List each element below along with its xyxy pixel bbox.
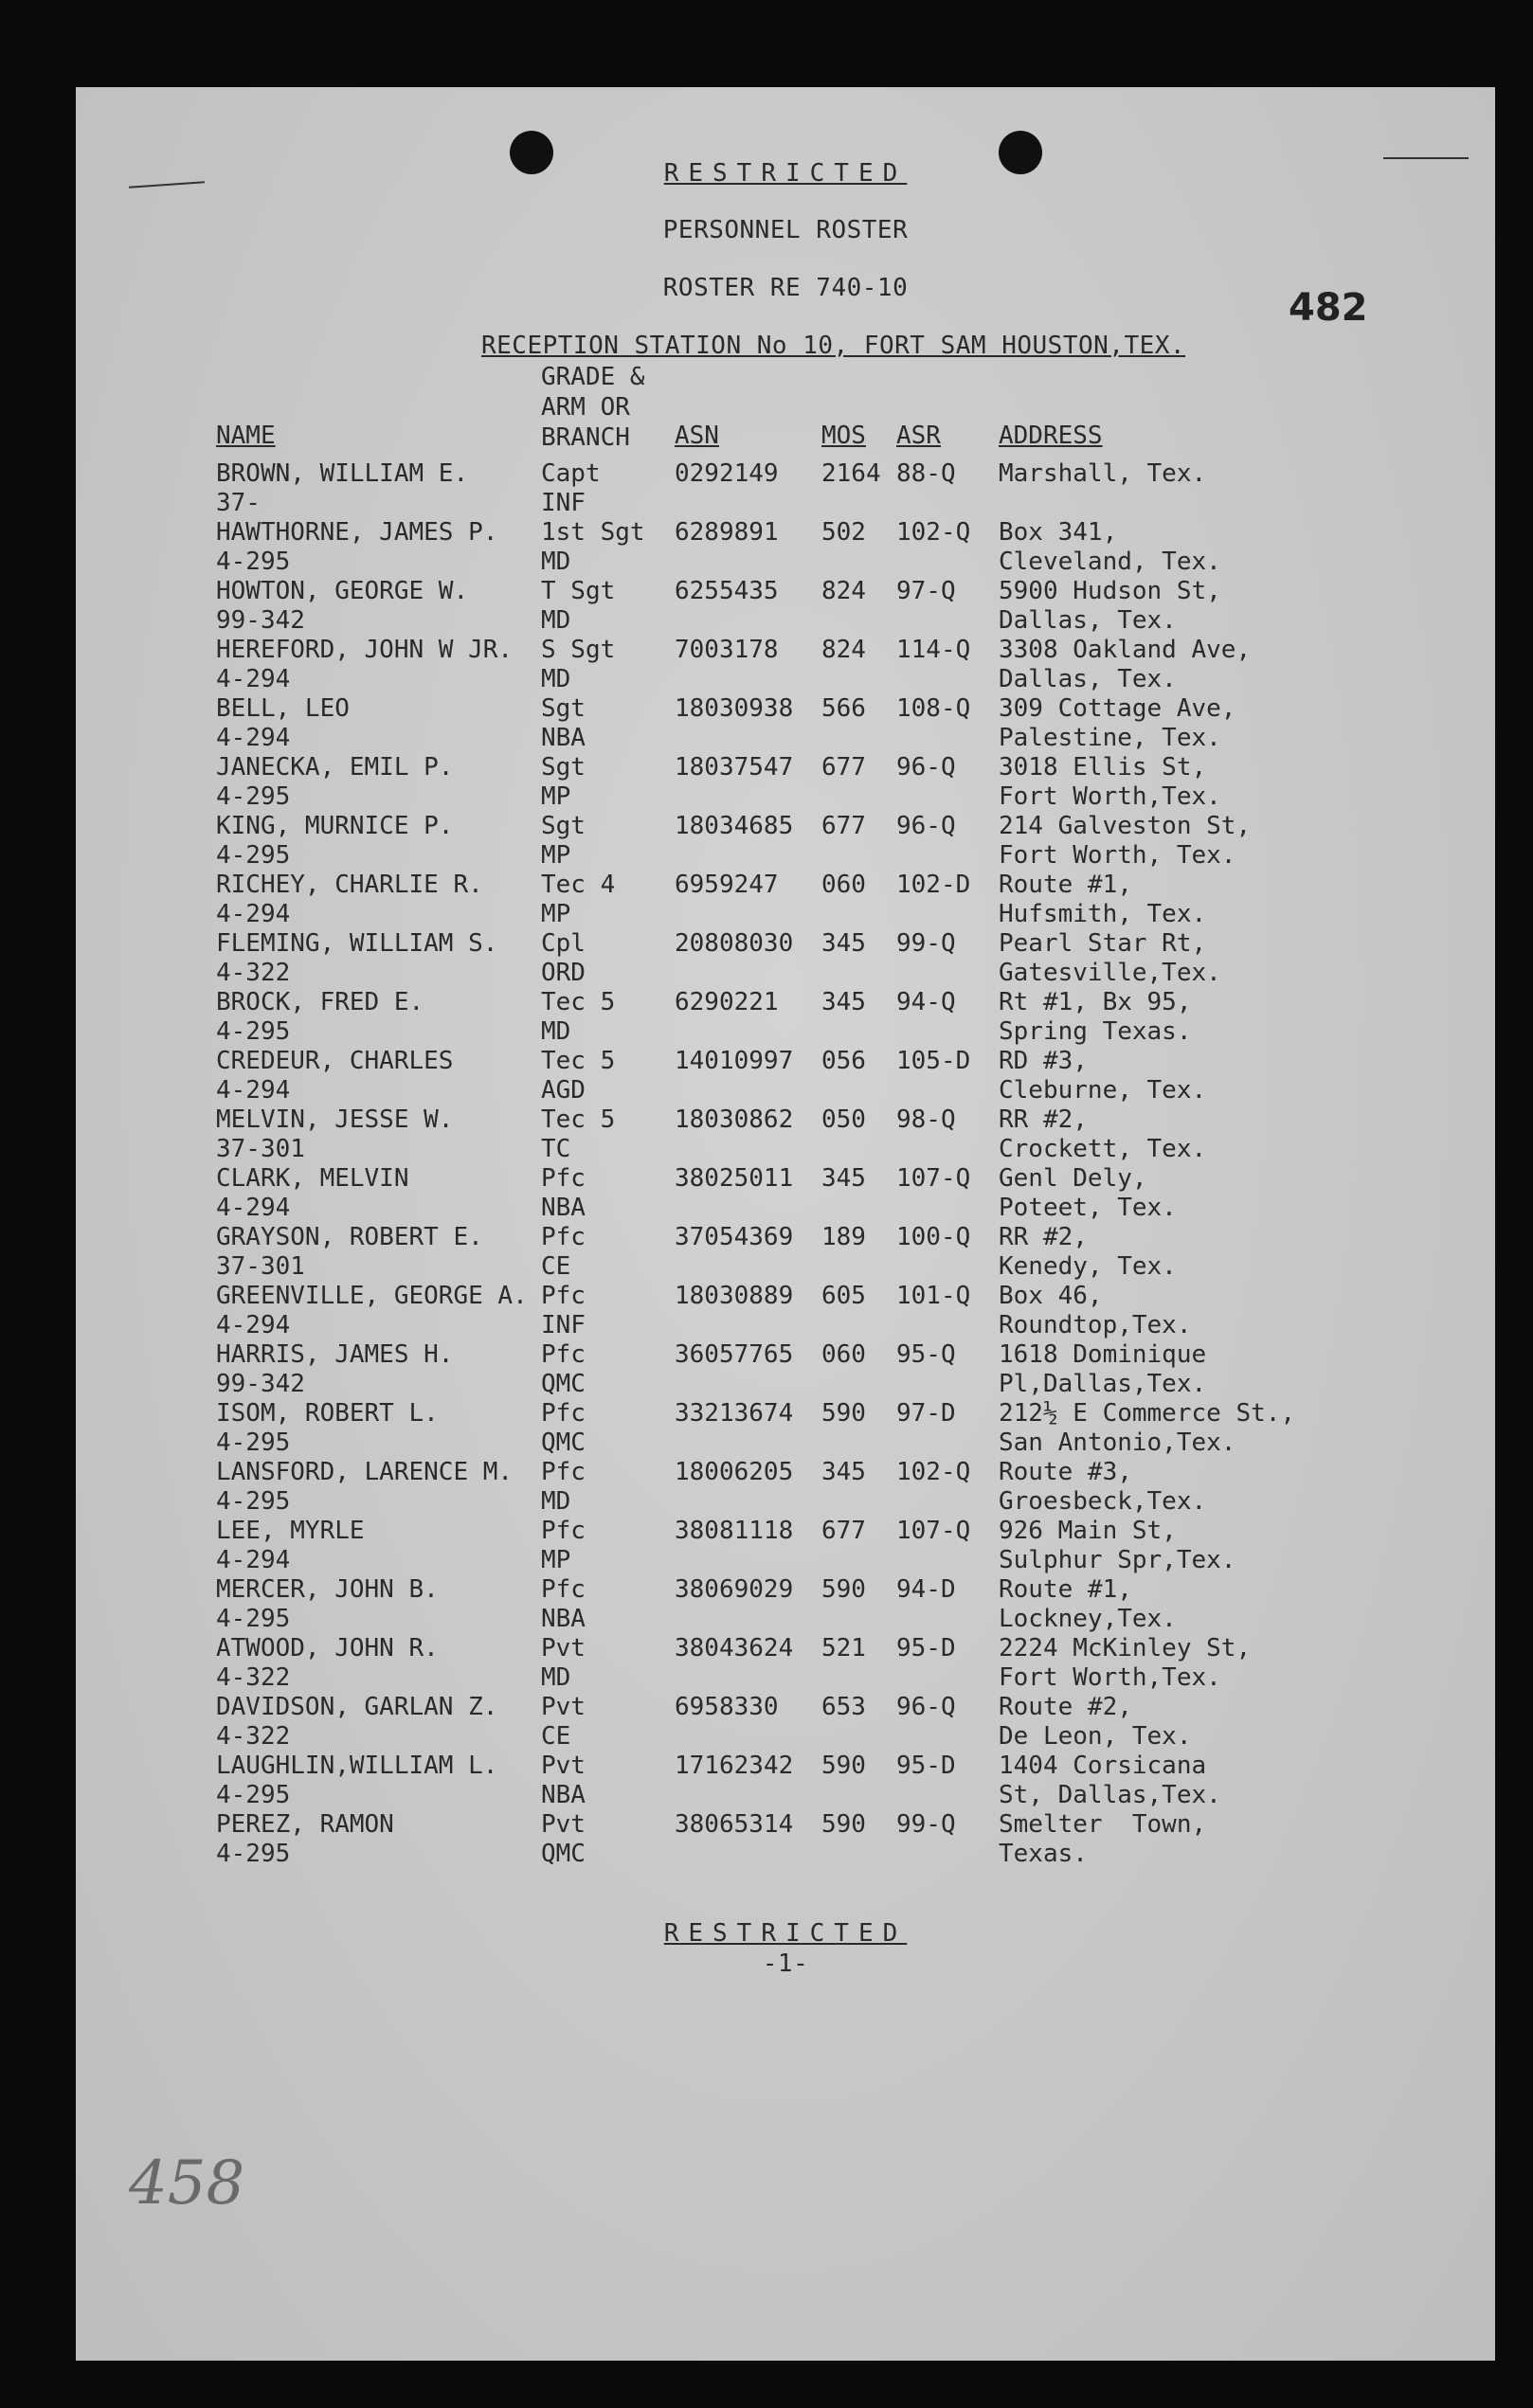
grade: Tec 5 <box>541 1105 616 1134</box>
address-line-2: Groesbeck,Tex. <box>999 1487 1207 1516</box>
asn: 6255435 <box>675 577 779 605</box>
grade: Sgt <box>541 694 586 723</box>
asn: 6289891 <box>675 518 779 547</box>
address-line-2: Palestine, Tex. <box>999 724 1221 752</box>
address-line-1: 926 Main St, <box>999 1517 1177 1545</box>
branch: QMC <box>541 1840 586 1868</box>
address-line-2: Cleburne, Tex. <box>999 1076 1207 1105</box>
asr: 97-Q <box>896 577 956 605</box>
grade: Pfc <box>541 1399 586 1428</box>
asr: 94-D <box>896 1575 956 1604</box>
asn: 18037547 <box>675 753 794 782</box>
address-line-1: Box 341, <box>999 518 1118 547</box>
table-row <box>76 1047 1495 1105</box>
grade: Sgt <box>541 753 586 782</box>
asn: 38043624 <box>675 1634 794 1662</box>
column-header-name: NAME <box>216 422 276 450</box>
asr: 95-D <box>896 1752 956 1780</box>
table-row <box>76 1105 1495 1164</box>
asr: 100-Q <box>896 1223 971 1251</box>
mos: 677 <box>821 1517 866 1545</box>
address-line-2: St, Dallas,Tex. <box>999 1781 1221 1809</box>
asn: 6290221 <box>675 988 779 1016</box>
unit-code: 37-301 <box>216 1135 305 1163</box>
asn: 7003178 <box>675 636 779 664</box>
table-row <box>76 1517 1495 1575</box>
asr: 99-Q <box>896 1810 956 1839</box>
person-name: ISOM, ROBERT L. <box>216 1399 439 1428</box>
table-row <box>76 988 1495 1047</box>
branch: MP <box>541 782 571 811</box>
asn: 0292149 <box>675 459 779 488</box>
unit-code: 4-294 <box>216 900 291 928</box>
address-line-1: Genl Dely, <box>999 1164 1147 1193</box>
person-name: BROCK, FRED E. <box>216 988 424 1016</box>
mos: 521 <box>821 1634 866 1662</box>
unit-code: 4-295 <box>216 1017 291 1046</box>
address-line-1: 2224 McKinley St, <box>999 1634 1252 1662</box>
grade: Cpl <box>541 929 586 958</box>
grade: Pfc <box>541 1517 586 1545</box>
person-name: GRAYSON, ROBERT E. <box>216 1223 483 1251</box>
asr: 107-Q <box>896 1517 971 1545</box>
mos: 189 <box>821 1223 866 1251</box>
grade: Tec 4 <box>541 871 616 899</box>
address-line-1: 1404 Corsicana <box>999 1752 1207 1780</box>
column-header-grade: GRADE & ARM OR BRANCH <box>541 363 645 452</box>
address-line-1: Marshall, Tex. <box>999 459 1207 488</box>
address-line-1: 214 Galveston St, <box>999 812 1252 840</box>
grade: Pfc <box>541 1458 586 1486</box>
pencil-margin-note: 458 <box>129 2148 245 2219</box>
person-name: HAWTHORNE, JAMES P. <box>216 518 498 547</box>
mos: 653 <box>821 1693 866 1721</box>
table-row <box>76 1223 1495 1282</box>
branch: MD <box>541 1487 571 1516</box>
person-name: BROWN, WILLIAM E. <box>216 459 469 488</box>
grade: Pvt <box>541 1810 586 1839</box>
person-name: FLEMING, WILLIAM S. <box>216 929 498 958</box>
address-line-2: Fort Worth,Tex. <box>999 1663 1221 1692</box>
mos: 590 <box>821 1399 866 1428</box>
unit-code: 4-322 <box>216 959 291 987</box>
grade: T Sgt <box>541 577 616 605</box>
person-name: KING, MURNICE P. <box>216 812 454 840</box>
branch: NBA <box>541 1194 586 1222</box>
grade: Tec 5 <box>541 988 616 1016</box>
mos: 060 <box>821 1340 866 1369</box>
mos: 677 <box>821 753 866 782</box>
branch: MP <box>541 841 571 870</box>
address-line-1: RR #2, <box>999 1105 1088 1134</box>
address-line-2: Kenedy, Tex. <box>999 1252 1177 1281</box>
table-row <box>76 1340 1495 1399</box>
unit-code: 4-295 <box>216 1487 291 1516</box>
mos: 605 <box>821 1282 866 1310</box>
asn: 6959247 <box>675 871 779 899</box>
unit-code: 4-294 <box>216 724 291 752</box>
unit-code: 4-295 <box>216 1429 291 1457</box>
unit-code: 4-295 <box>216 1605 291 1633</box>
person-name: HARRIS, JAMES H. <box>216 1340 454 1369</box>
branch: MP <box>541 1546 571 1574</box>
address-line-2: Sulphur Spr,Tex. <box>999 1546 1236 1574</box>
restricted-header: RESTRICTED <box>663 159 908 188</box>
person-name: CLARK, MELVIN <box>216 1164 409 1193</box>
asn: 18034685 <box>675 812 794 840</box>
asn: 14010997 <box>675 1047 794 1075</box>
asn: 38069029 <box>675 1575 794 1604</box>
asn: 38025011 <box>675 1164 794 1193</box>
restricted-footer: RESTRICTED <box>663 1919 908 1948</box>
branch: TC <box>541 1135 571 1163</box>
person-name: JANECKA, EMIL P. <box>216 753 454 782</box>
grade: S Sgt <box>541 636 616 664</box>
address-line-2: Pl,Dallas,Tex. <box>999 1370 1207 1398</box>
address-line-1: 3308 Oakland Ave, <box>999 636 1252 664</box>
address-line-1: Rt #1, Bx 95, <box>999 988 1192 1016</box>
asn: 37054369 <box>675 1223 794 1251</box>
address-line-2: San Antonio,Tex. <box>999 1429 1236 1457</box>
unit-code: 4-294 <box>216 665 291 693</box>
mos: 590 <box>821 1575 866 1604</box>
unit-code: 4-322 <box>216 1663 291 1692</box>
mos: 345 <box>821 929 866 958</box>
asr: 95-D <box>896 1634 956 1662</box>
branch: MD <box>541 548 571 576</box>
roster-title: PERSONNEL ROSTER <box>662 216 909 244</box>
station-heading: RECEPTION STATION No 10, FORT SAM HOUSTON,TEX. <box>481 332 1186 360</box>
mos: 050 <box>821 1105 866 1134</box>
table-row <box>76 929 1495 988</box>
asr: 96-Q <box>896 1693 956 1721</box>
address-line-2: Poteet, Tex. <box>999 1194 1177 1222</box>
branch: MD <box>541 665 571 693</box>
person-name: RICHEY, CHARLIE R. <box>216 871 483 899</box>
asr: 102-Q <box>896 518 971 547</box>
table-row <box>76 1634 1495 1693</box>
grade: Pfc <box>541 1282 586 1310</box>
person-name: HEREFORD, JOHN W JR. <box>216 636 514 664</box>
grade: Pvt <box>541 1752 586 1780</box>
mos: 2164 <box>821 459 881 488</box>
asr: 96-Q <box>896 812 956 840</box>
table-row <box>76 1282 1495 1340</box>
unit-code: 99-342 <box>216 606 305 635</box>
asr: 105-D <box>896 1047 971 1075</box>
mos: 824 <box>821 636 866 664</box>
asn: 36057765 <box>675 1340 794 1369</box>
grade: Sgt <box>541 812 586 840</box>
address-line-2: Fort Worth, Tex. <box>999 841 1236 870</box>
unit-code: 4-294 <box>216 1194 291 1222</box>
grade: 1st Sgt <box>541 518 645 547</box>
branch: INF <box>541 1311 586 1339</box>
person-name: MERCER, JOHN B. <box>216 1575 439 1604</box>
asr: 97-D <box>896 1399 956 1428</box>
person-name: LAUGHLIN,WILLIAM L. <box>216 1752 498 1780</box>
unit-code: 4-295 <box>216 548 291 576</box>
column-header-address: ADDRESS <box>999 422 1103 450</box>
address-line-1: Route #1, <box>999 871 1132 899</box>
address-line-1: 5900 Hudson St, <box>999 577 1221 605</box>
table-row <box>76 459 1495 518</box>
branch: INF <box>541 489 586 517</box>
address-line-1: Smelter Town, <box>999 1810 1207 1839</box>
branch: QMC <box>541 1370 586 1398</box>
address-line-2: Lockney,Tex. <box>999 1605 1177 1633</box>
asr: 98-Q <box>896 1105 956 1134</box>
table-row <box>76 1752 1495 1810</box>
asr: 96-Q <box>896 753 956 782</box>
mos: 590 <box>821 1810 866 1839</box>
address-line-1: 3018 Ellis St, <box>999 753 1207 782</box>
asr: 102-Q <box>896 1458 971 1486</box>
table-row <box>76 694 1495 753</box>
address-line-1: RR #2, <box>999 1223 1088 1251</box>
person-name: DAVIDSON, GARLAN Z. <box>216 1693 498 1721</box>
asr: 101-Q <box>896 1282 971 1310</box>
address-line-1: 309 Cottage Ave, <box>999 694 1236 723</box>
address-line-2: Gatesville,Tex. <box>999 959 1221 987</box>
roster-page <box>76 87 1495 2361</box>
unit-code: 4-294 <box>216 1546 291 1574</box>
mos: 345 <box>821 1164 866 1193</box>
address-line-2: Texas. <box>999 1840 1088 1868</box>
mos: 677 <box>821 812 866 840</box>
table-row <box>76 1399 1495 1458</box>
address-line-2: Roundtop,Tex. <box>999 1311 1192 1339</box>
unit-code: 4-294 <box>216 1076 291 1105</box>
branch: MP <box>541 900 571 928</box>
unit-code: 4-295 <box>216 1781 291 1809</box>
asr: 114-Q <box>896 636 971 664</box>
address-line-1: Box 46, <box>999 1282 1103 1310</box>
table-row <box>76 871 1495 929</box>
mos: 056 <box>821 1047 866 1075</box>
address-line-2: Hufsmith, Tex. <box>999 900 1207 928</box>
unit-code: 4-295 <box>216 782 291 811</box>
address-line-2: Cleveland, Tex. <box>999 548 1221 576</box>
person-name: MELVIN, JESSE W. <box>216 1105 454 1134</box>
address-line-1: Pearl Star Rt, <box>999 929 1207 958</box>
table-row <box>76 636 1495 694</box>
asr: 102-D <box>896 871 971 899</box>
branch: CE <box>541 1722 571 1751</box>
branch: NBA <box>541 1605 586 1633</box>
address-line-1: 1618 Dominique <box>999 1340 1207 1369</box>
branch: MD <box>541 1663 571 1692</box>
table-row <box>76 812 1495 871</box>
person-name: CREDEUR, CHARLES <box>216 1047 454 1075</box>
address-line-1: 212½ E Commerce St., <box>999 1399 1296 1428</box>
grade: Pvt <box>541 1693 586 1721</box>
asn: 17162342 <box>675 1752 794 1780</box>
unit-code: 4-294 <box>216 1311 291 1339</box>
grade: Pvt <box>541 1634 586 1662</box>
table-row <box>76 1693 1495 1752</box>
address-line-1: Route #2, <box>999 1693 1132 1721</box>
asr: 107-Q <box>896 1164 971 1193</box>
asn: 38081118 <box>675 1517 794 1545</box>
unit-code: 99-342 <box>216 1370 305 1398</box>
asn: 18030862 <box>675 1105 794 1134</box>
grade: Capt <box>541 459 601 488</box>
asn: 18030889 <box>675 1282 794 1310</box>
grade: Pfc <box>541 1575 586 1604</box>
unit-code: 4-295 <box>216 841 291 870</box>
branch: NBA <box>541 1781 586 1809</box>
grade: Pfc <box>541 1340 586 1369</box>
branch: AGD <box>541 1076 586 1105</box>
asr: 99-Q <box>896 929 956 958</box>
table-row <box>76 577 1495 636</box>
unit-code: 4-322 <box>216 1722 291 1751</box>
branch: MD <box>541 606 571 635</box>
address-line-2: Spring Texas. <box>999 1017 1192 1046</box>
asn: 33213674 <box>675 1399 794 1428</box>
asr: 95-Q <box>896 1340 956 1369</box>
unit-code: 37-301 <box>216 1252 305 1281</box>
address-line-2: Dallas, Tex. <box>999 665 1177 693</box>
asr: 88-Q <box>896 459 956 488</box>
mos: 824 <box>821 577 866 605</box>
asr: 108-Q <box>896 694 971 723</box>
person-name: PEREZ, RAMON <box>216 1810 394 1839</box>
mos: 345 <box>821 1458 866 1486</box>
address-line-2: De Leon, Tex. <box>999 1722 1192 1751</box>
grade: Pfc <box>541 1164 586 1193</box>
person-name: GREENVILLE, GEORGE A. <box>216 1282 528 1310</box>
address-line-2: Fort Worth,Tex. <box>999 782 1221 811</box>
table-row <box>76 753 1495 812</box>
unit-code: 37- <box>216 489 261 517</box>
branch: MD <box>541 1017 571 1046</box>
table-row <box>76 1458 1495 1517</box>
asr: 94-Q <box>896 988 956 1016</box>
page-number: 482 <box>1289 286 1368 330</box>
mos: 502 <box>821 518 866 547</box>
address-line-2: Crockett, Tex. <box>999 1135 1207 1163</box>
unit-code: 4-295 <box>216 1840 291 1868</box>
column-header-mos: MOS <box>821 422 866 450</box>
mos: 566 <box>821 694 866 723</box>
asn: 18006205 <box>675 1458 794 1486</box>
footer-page-number: -1- <box>762 1950 809 1978</box>
table-row <box>76 518 1495 577</box>
person-name: HOWTON, GEORGE W. <box>216 577 469 605</box>
roster-number: ROSTER RE 740-10 <box>662 274 909 302</box>
mos: 345 <box>821 988 866 1016</box>
table-row <box>76 1575 1495 1634</box>
branch: ORD <box>541 959 586 987</box>
mos: 060 <box>821 871 866 899</box>
grade: Pfc <box>541 1223 586 1251</box>
asn: 6958330 <box>675 1693 779 1721</box>
asn: 20808030 <box>675 929 794 958</box>
address-line-2: Dallas, Tex. <box>999 606 1177 635</box>
asn: 18030938 <box>675 694 794 723</box>
person-name: LEE, MYRLE <box>216 1517 365 1545</box>
column-header-asn: ASN <box>675 422 719 450</box>
table-row <box>76 1810 1495 1869</box>
person-name: LANSFORD, LARENCE M. <box>216 1458 514 1486</box>
address-line-1: Route #3, <box>999 1458 1132 1486</box>
asn: 38065314 <box>675 1810 794 1839</box>
branch: CE <box>541 1252 571 1281</box>
mos: 590 <box>821 1752 866 1780</box>
address-line-1: RD #3, <box>999 1047 1088 1075</box>
grade: Tec 5 <box>541 1047 616 1075</box>
branch: NBA <box>541 724 586 752</box>
person-name: BELL, LEO <box>216 694 350 723</box>
address-line-1: Route #1, <box>999 1575 1132 1604</box>
branch: QMC <box>541 1429 586 1457</box>
table-row <box>76 1164 1495 1223</box>
person-name: ATWOOD, JOHN R. <box>216 1634 439 1662</box>
column-header-asr: ASR <box>896 422 941 450</box>
